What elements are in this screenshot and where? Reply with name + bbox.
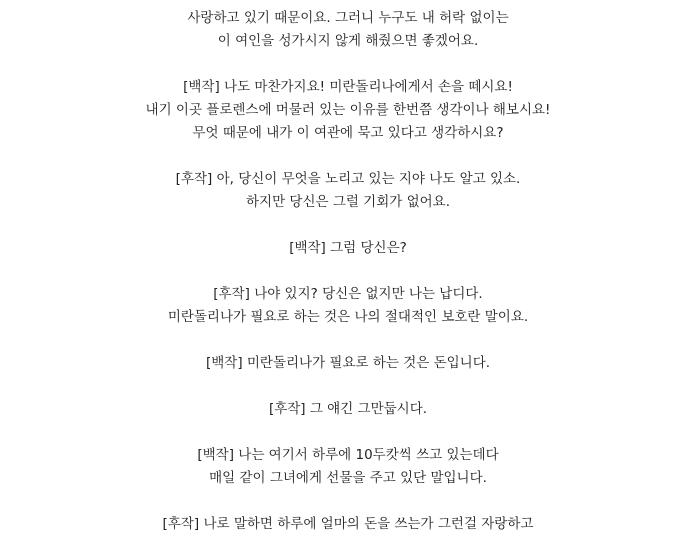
- text-line: 사랑하고 있기 때문이요. 그러니 누구도 내 허락 없이는: [187, 10, 509, 26]
- paragraph-2: [0, 76, 696, 145]
- paragraph-6: [0, 352, 696, 375]
- text-line: 매일 같이 그녀에게 선물을 주고 있단 말입니다.: [209, 470, 487, 486]
- text-line: [백작] 나도 마찬가지요! 미란돌리나에게서 손을 떼시요!: [183, 79, 513, 95]
- text-line: 이 여인을 성가시지 않게 해줬으면 좋겠어요.: [217, 33, 479, 49]
- text-line: [후작] 그 얘긴 그만둡시다.: [268, 401, 428, 417]
- text-line: 미란돌리나가 필요로 하는 것은 나의 절대적인 보호란 말이요.: [167, 309, 529, 325]
- script-document: [0, 7, 696, 559]
- paragraph-5: [0, 283, 696, 329]
- text-line: 내기 이곳 플로렌스에 머물러 있는 이유를 한번쯤 생각이나 해보시요!: [145, 102, 551, 118]
- text-line: [후작] 아, 당신이 무엇을 노리고 있는 지야 나도 알고 있소.: [175, 171, 521, 187]
- text-line: [후작] 나로 말하면 하루에 얼마의 돈을 쓰는가 그런걸 자랑하고: [162, 516, 534, 532]
- text-line: 무엇 때문에 내가 이 여관에 묵고 있다고 생각하시요?: [192, 125, 504, 141]
- paragraph-1: [0, 7, 696, 53]
- paragraph-8: [0, 444, 696, 490]
- text-line: [후작] 나야 있지? 당신은 없지만 나는 납디다.: [213, 286, 483, 302]
- paragraph-9: [0, 513, 696, 536]
- text-line: [백작] 나는 여기서 하루에 10두캇씩 쓰고 있는데다: [197, 447, 499, 463]
- paragraph-7: [0, 398, 696, 421]
- paragraph-3: [0, 168, 696, 214]
- text-line: [백작] 미란돌리나가 필요로 하는 것은 돈입니다.: [205, 355, 491, 371]
- paragraph-4: [0, 237, 696, 260]
- text-line: [백작] 그럼 당신은?: [289, 240, 407, 256]
- text-line: 하지만 당신은 그럴 기회가 없어요.: [245, 194, 451, 210]
